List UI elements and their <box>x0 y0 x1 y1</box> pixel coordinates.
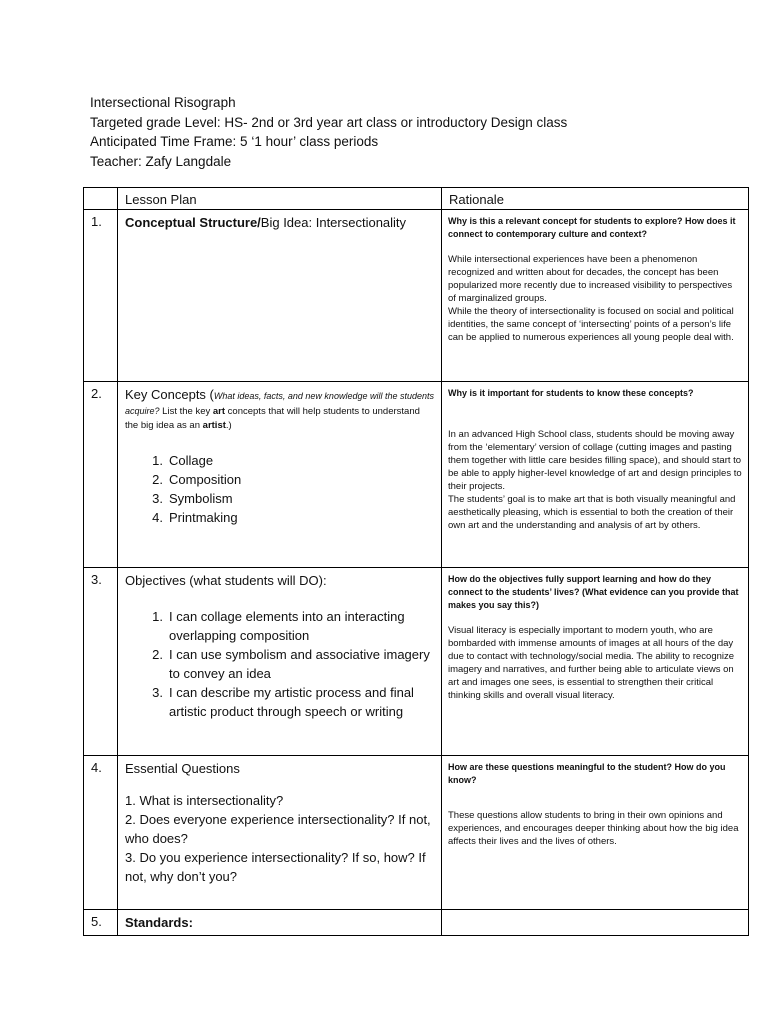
teacher-name: Teacher: Zafy Langdale <box>90 153 232 169</box>
key-concepts-list <box>125 451 435 527</box>
rationale-cell <box>442 910 749 936</box>
list-item: 1. Collage <box>152 453 214 468</box>
rationale-paragraph: While intersectional experiences have been a phenomenon recognized and written about for decades, the concept has been popularized more recently due to increased visibility to perspectives of marginalized groups. <box>448 254 733 304</box>
plan-prompt: concepts that will help students to understand the big idea as an <box>125 406 420 431</box>
list-item: 1. What is intersectionality? <box>125 793 284 808</box>
column-header-rationale: Rationale <box>442 188 749 210</box>
rationale-question: How are these questions meaningful to the student? How do you know? <box>448 762 726 785</box>
plan-cell <box>118 756 442 910</box>
plan-heading: Standards: <box>125 915 193 930</box>
rationale-cell <box>442 210 749 382</box>
list-item: 3. Symbolism <box>152 491 233 506</box>
time-frame: Anticipated Time Frame: 5 ‘1 hour’ class periods <box>90 134 379 149</box>
plan-prompt-bold: artist <box>202 420 226 431</box>
row-number: 2. <box>84 382 118 568</box>
row-number: 1. <box>84 210 118 382</box>
plan-prompt-italic: What ideas, facts, and new knowledge will the students acquire? <box>125 391 434 416</box>
plan-cell <box>118 568 442 756</box>
rationale-paragraph: These questions allow students to bring in their own opinions and experiences, and encourages deeper thinking about how the big idea affects their lives and the lives of others. <box>448 810 739 847</box>
rationale-cell <box>442 568 749 756</box>
row-number: 4. <box>84 756 118 910</box>
plan-cell <box>118 382 442 568</box>
rationale-question: How do the objectives fully support learning and how do they connect to the students’ lives? (What evidence can you provide that makes you say this?) <box>448 574 739 610</box>
row-number: 3. <box>84 568 118 756</box>
rationale-paragraph: The students’ goal is to make art that is both visually meaningful and aesthetically pleasing, which is essential to both the creation of their own art and the understanding and analysis of art by others. <box>448 494 736 531</box>
list-item: 3. Do you experience intersectionality? If so, how? If not, why don’t you? <box>125 850 426 884</box>
rationale-paragraph: In an advanced High School class, students should be moving away from the ‘elementary’ version of collage (cutting images and pasting them together with little care besides filling space), and should start to be able to apply higher-level knowledge of art and design principles to their projects. <box>448 429 742 492</box>
rationale-question: Why is it important for students to know these concepts? <box>448 388 694 398</box>
list-item: 2. I can use symbolism and associative imagery to convey an idea <box>152 647 430 681</box>
plan-heading: Objectives (what students will DO): <box>125 573 327 588</box>
lesson-header <box>90 93 567 171</box>
table-row <box>84 910 749 936</box>
plan-heading: Essential Questions <box>125 761 240 776</box>
rationale-paragraph: Visual literacy is especially important to modern youth, who are bombarded with immense amounts of images at all hours of the day due to contact with technology/social media. The ability to recognize imagery and narratives, and further being able to articulate views on art and images one sees, is essential to strengthen their critical thinking skills and overall visual literacy. <box>448 625 735 701</box>
row-number: 5. <box>84 910 118 936</box>
rationale-cell <box>442 382 749 568</box>
rationale-cell <box>442 756 749 910</box>
list-item: 3. I can describe my artistic process and final artistic product through speech or writing <box>152 685 414 719</box>
list-item: 4. Printmaking <box>152 510 238 525</box>
table-header-row <box>84 188 749 210</box>
plan-cell <box>118 210 442 382</box>
grade-level: Targeted grade Level: HS- 2nd or 3rd year art class or introductory Design class <box>90 114 568 130</box>
table-row <box>84 568 749 756</box>
plan-prompt: List the key <box>159 406 213 417</box>
header-num-cell <box>84 188 118 210</box>
objectives-list <box>125 607 435 721</box>
column-header-lesson-plan: Lesson Plan <box>118 188 442 210</box>
plan-prompt-bold: art <box>212 406 226 417</box>
table-row <box>84 210 749 382</box>
plan-cell <box>118 910 442 936</box>
list-item: 2. Composition <box>152 472 242 487</box>
list-item: 2. Does everyone experience intersectionality? If not, who does? <box>125 812 431 846</box>
lesson-title: Intersectional Risograph <box>90 95 236 110</box>
rationale-paragraph: While the theory of intersectionality is focused on social and political identities, the same concept of ‘intersecting’ points of a person’s life can be applied to numerous experiences all young people deal with. <box>448 306 734 343</box>
table-row <box>84 756 749 910</box>
lesson-plan-table <box>83 187 749 936</box>
plan-heading: Key Concepts ( <box>125 387 214 402</box>
plan-prompt: .) <box>225 420 232 431</box>
table-row <box>84 382 749 568</box>
plan-heading-bold: Conceptual Structure/ <box>125 215 261 230</box>
list-item: 1. I can collage elements into an interacting overlapping composition <box>152 609 405 643</box>
plan-heading: Big Idea: Intersectionality <box>260 215 407 230</box>
rationale-question: Why is this a relevant concept for students to explore? How does it connect to contemporary culture and context? <box>448 216 736 239</box>
